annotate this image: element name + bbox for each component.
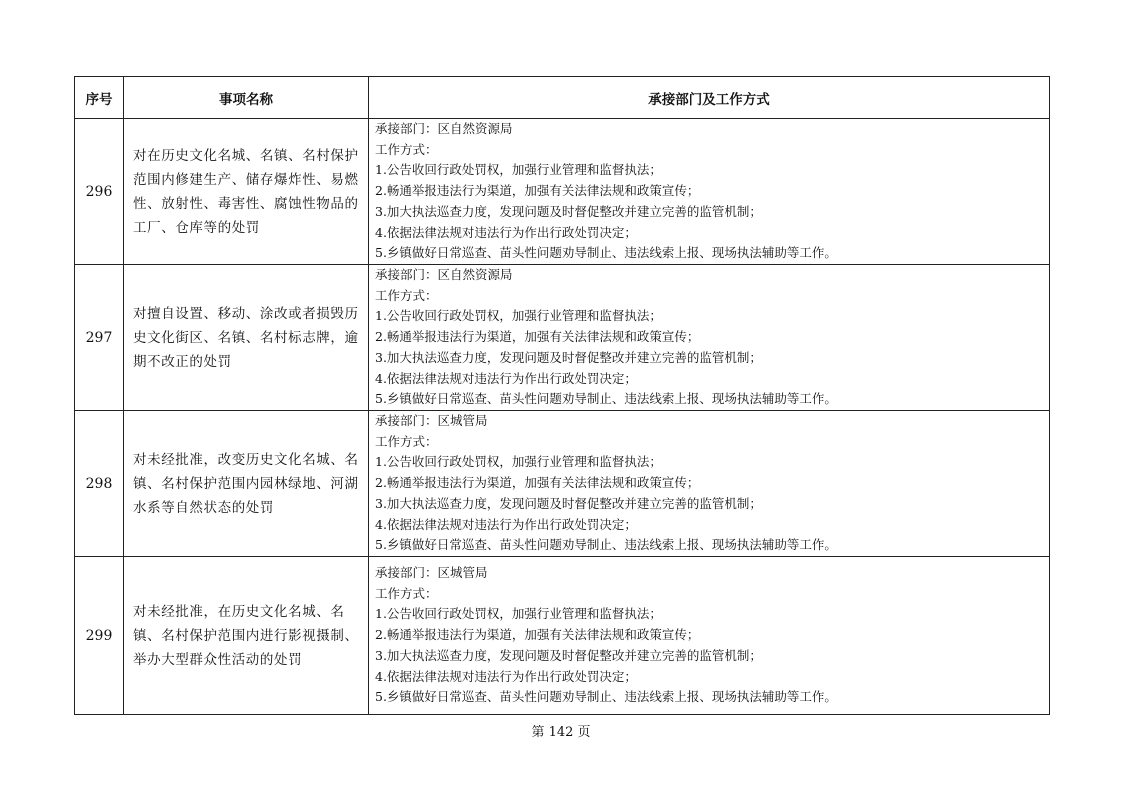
method-line: 工作方式： — [375, 433, 438, 449]
method-line: 工作方式： — [375, 585, 438, 601]
method-line: 2.畅通举报违法行为渠道，加强有关法律法规和政策宣传； — [375, 475, 700, 491]
method-line: 4.依据法律法规对违法行为作出行政处罚决定； — [375, 224, 637, 240]
method-line: 3.加大执法巡查力度，发现问题及时督促整改并建立完善的监管机制； — [375, 495, 762, 511]
method-line: 工作方式： — [375, 287, 438, 303]
header-serial: 序号 — [75, 77, 124, 119]
method-line: 工作方式： — [375, 141, 438, 157]
method-line: 1.公告收回行政处罚权，加强行业管理和监督执法； — [375, 454, 662, 470]
method-line: 3.加大执法巡查力度，发现问题及时督促整改并建立完善的监管机制； — [375, 203, 762, 219]
method-line: 3.加大执法巡查力度，发现问题及时督促整改并建立完善的监管机制； — [375, 349, 762, 365]
serial-number: 299 — [75, 557, 124, 715]
department-method — [369, 411, 1050, 557]
table-row — [75, 411, 1050, 557]
department-method — [369, 119, 1050, 265]
method-line: 3.加大执法巡查力度，发现问题及时督促整改并建立完善的监管机制； — [375, 647, 762, 663]
page-number: 第 142 页 — [531, 725, 591, 740]
item-name: 对擅自设置、移动、涂改或者损毁历史文化街区、名镇、名村标志牌，逾期不改正的处罚 — [124, 265, 369, 411]
department-line: 承接部门：区自然资源局 — [375, 121, 513, 137]
serial-number: 298 — [75, 411, 124, 557]
table-row — [75, 557, 1050, 715]
header-item-name: 事项名称 — [124, 77, 369, 119]
serial-number: 296 — [75, 119, 124, 265]
item-name: 对在历史文化名城、名镇、名村保护范围内修建生产、储存爆炸性、易燃性、放射性、毒害性、腐蚀性物品的工厂、仓库等的处罚 — [124, 119, 369, 265]
department-method — [369, 265, 1050, 411]
department-line: 承接部门：区城管局 — [375, 413, 488, 429]
department-method — [369, 557, 1050, 715]
method-line: 1.公告收回行政处罚权，加强行业管理和监督执法； — [375, 308, 662, 324]
method-line: 5.乡镇做好日常巡查、苗头性问题劝导制止、违法线索上报、现场执法辅助等工作。 — [375, 245, 837, 261]
table-row — [75, 265, 1050, 411]
department-line: 承接部门：区城管局 — [375, 565, 488, 581]
method-line: 4.依据法律法规对违法行为作出行政处罚决定； — [375, 516, 637, 532]
method-line: 2.畅通举报违法行为渠道，加强有关法律法规和政策宣传； — [375, 329, 700, 345]
method-line: 1.公告收回行政处罚权，加强行业管理和监督执法； — [375, 606, 662, 622]
method-line: 2.畅通举报违法行为渠道，加强有关法律法规和政策宣传； — [375, 183, 700, 199]
method-line: 5.乡镇做好日常巡查、苗头性问题劝导制止、违法线索上报、现场执法辅助等工作。 — [375, 391, 837, 407]
department-line: 承接部门：区自然资源局 — [375, 267, 513, 283]
method-line: 2.畅通举报违法行为渠道，加强有关法律法规和政策宣传； — [375, 627, 700, 643]
method-line: 4.依据法律法规对违法行为作出行政处罚决定； — [375, 668, 637, 684]
method-line: 5.乡镇做好日常巡查、苗头性问题劝导制止、违法线索上报、现场执法辅助等工作。 — [375, 537, 837, 553]
items-table — [74, 76, 1050, 715]
serial-number: 297 — [75, 265, 124, 411]
item-name: 对未经批准，在历史文化名城、名镇、名村保护范围内进行影视摄制、举办大型群众性活动的处罚 — [124, 557, 369, 715]
header-department-method: 承接部门及工作方式 — [369, 77, 1050, 119]
method-line: 1.公告收回行政处罚权，加强行业管理和监督执法； — [375, 162, 662, 178]
table-row — [75, 119, 1050, 265]
method-line: 5.乡镇做好日常巡查、苗头性问题劝导制止、违法线索上报、现场执法辅助等工作。 — [375, 689, 837, 705]
table-header-row — [75, 77, 1050, 119]
item-name: 对未经批准，改变历史文化名城、名镇、名村保护范围内园林绿地、河湖水系等自然状态的处罚 — [124, 411, 369, 557]
method-line: 4.依据法律法规对违法行为作出行政处罚决定； — [375, 370, 637, 386]
